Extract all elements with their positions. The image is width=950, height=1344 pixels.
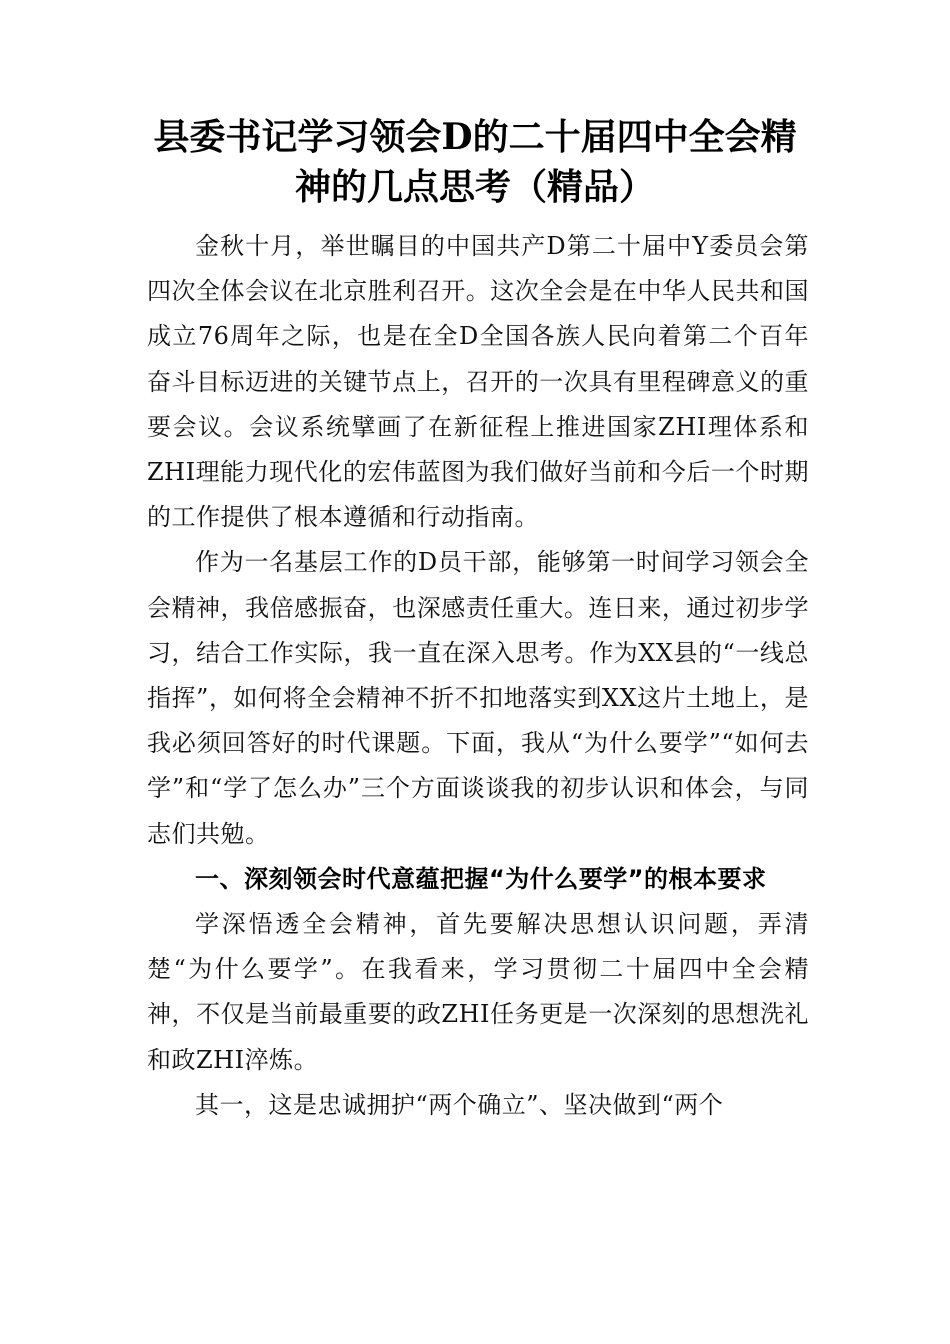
paragraph-point-one: 其一，这是忠诚拥护“两个确立”、坚决做到“两个 — [195, 1090, 724, 1119]
section-heading-1: 一、深刻领会时代意蕴把握“为什么要学”的根本要求 — [195, 864, 767, 893]
paragraph-role: 作为一名基层工作的D员干部，能够第一时间学习领会全会精神，我倍感振奋，也深感责任重大。连日来，通过初步学习，结合工作实际，我一直在深入思考。作为XX县的“一线总指挥”，如何将全会精神不折不扣地落实到XX这片土地上，是我必须回答好的时代课题。下面，我从“为什么要学”“如何去学”和“学了怎么办”三个方面谈谈我的初步认识和体会，与同志们共勉。 — [147, 548, 809, 848]
paragraph-intro: 金秋十月，举世瞩目的中国共产D第二十届中Y委员会第四次全体会议在北京胜利召开。这次全会是在中华人民共和国成立76周年之际，也是在全D全国各族人民向着第二个百年奋斗目标迈进的关键节点上，召开的一次具有里程碑意义的重要会议。会议系统擘画了在新征程上推进国家ZHI理体系和ZHI理能力现代化的宏伟蓝图为我们做好当前和今后一个时期的工作提供了根本遵循和行动指南。 — [147, 232, 809, 532]
document-title: 县委书记学习领会D的二十届四中全会精神的几点思考（精品） — [153, 116, 797, 208]
paragraph-why-study: 学深悟透全会精神，首先要解决思想认识问题，弄清楚“为什么要学”。在我看来，学习贯彻二十届四中全会精神，不仅是当前最重要的政ZHI任务更是一次深刻的思想洗礼和政ZHI淬炼。 — [147, 910, 809, 1074]
document-body — [147, 224, 809, 1128]
